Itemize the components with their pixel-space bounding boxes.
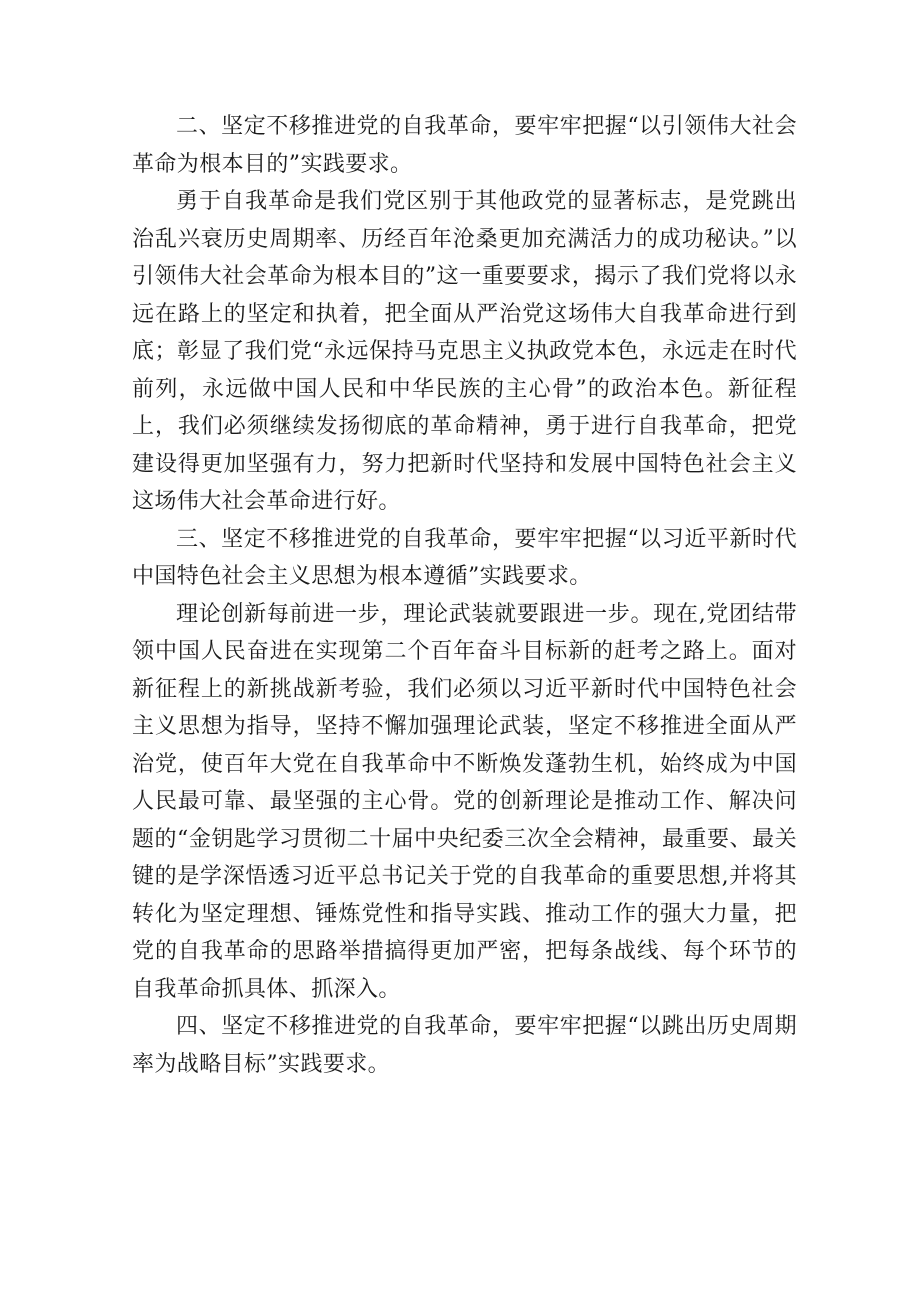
section-heading-two: 二、坚定不移推进党的自我革命，要牢牢把握“以引领伟大社会革命为根本目的”实践要求。 xyxy=(132,114,797,177)
section-heading-four: 四、坚定不移推进党的自我革命，要牢牢把握“以跳出历史周期率为战略目标”实践要求。 xyxy=(132,1014,797,1077)
section-heading-three: 三、坚定不移推进党的自我革命，要牢牢把握“以习近平新时代中国特色社会主义思想为根本遵循”实践要求。 xyxy=(132,526,797,589)
document-body xyxy=(132,108,797,1083)
paragraph-body-two: 理论创新每前进一步，理论武装就要跟进一步。现在,党团结带领中国人民奋进在实现第二个百年奋斗目标新的赶考之路上。面对新征程上的新挑战新考验，我们必须以习近平新时代中国特色社会主义思想为指导，坚持不懈加强理论武装，坚定不移推进全面从严治党，使百年大党在自我革命中不断焕发蓬勃生机，始终成为中国人民最可靠、最坚强的主心骨。党的创新理论是推动工作、解决问题的“金钥匙学习贯彻二十届中央纪委三次全会精神，最重要、最关键的是学深悟透习近平总书记关于党的自我革命的重要思想,并将其转化为坚定理想、锤炼党性和指导实践、推动工作的强大力量，把党的自我革命的思路举措搞得更加严密，把每条战线、每个环节的自我革命抓具体、抓深入。 xyxy=(132,601,797,1002)
paragraph-body-one: 勇于自我革命是我们党区别于其他政党的显著标志，是党跳出治乱兴衰历史周期率、历经百年沧桑更加充满活力的成功秘诀。”以引领伟大社会革命为根本目的”这一重要要求，揭示了我们党将以永远在路上的坚定和执着，把全面从严治党这场伟大自我革命进行到底；彰显了我们党“永远保持马克思主义执政党本色，永远走在时代前列，永远做中国人民和中华民族的主心骨”的政治本色。新征程上，我们必须继续发扬彻底的革命精神，勇于进行自我革命，把党建设得更加坚强有力，努力把新时代坚持和发展中国特色社会主义这场伟大社会革命进行好。 xyxy=(132,189,797,514)
